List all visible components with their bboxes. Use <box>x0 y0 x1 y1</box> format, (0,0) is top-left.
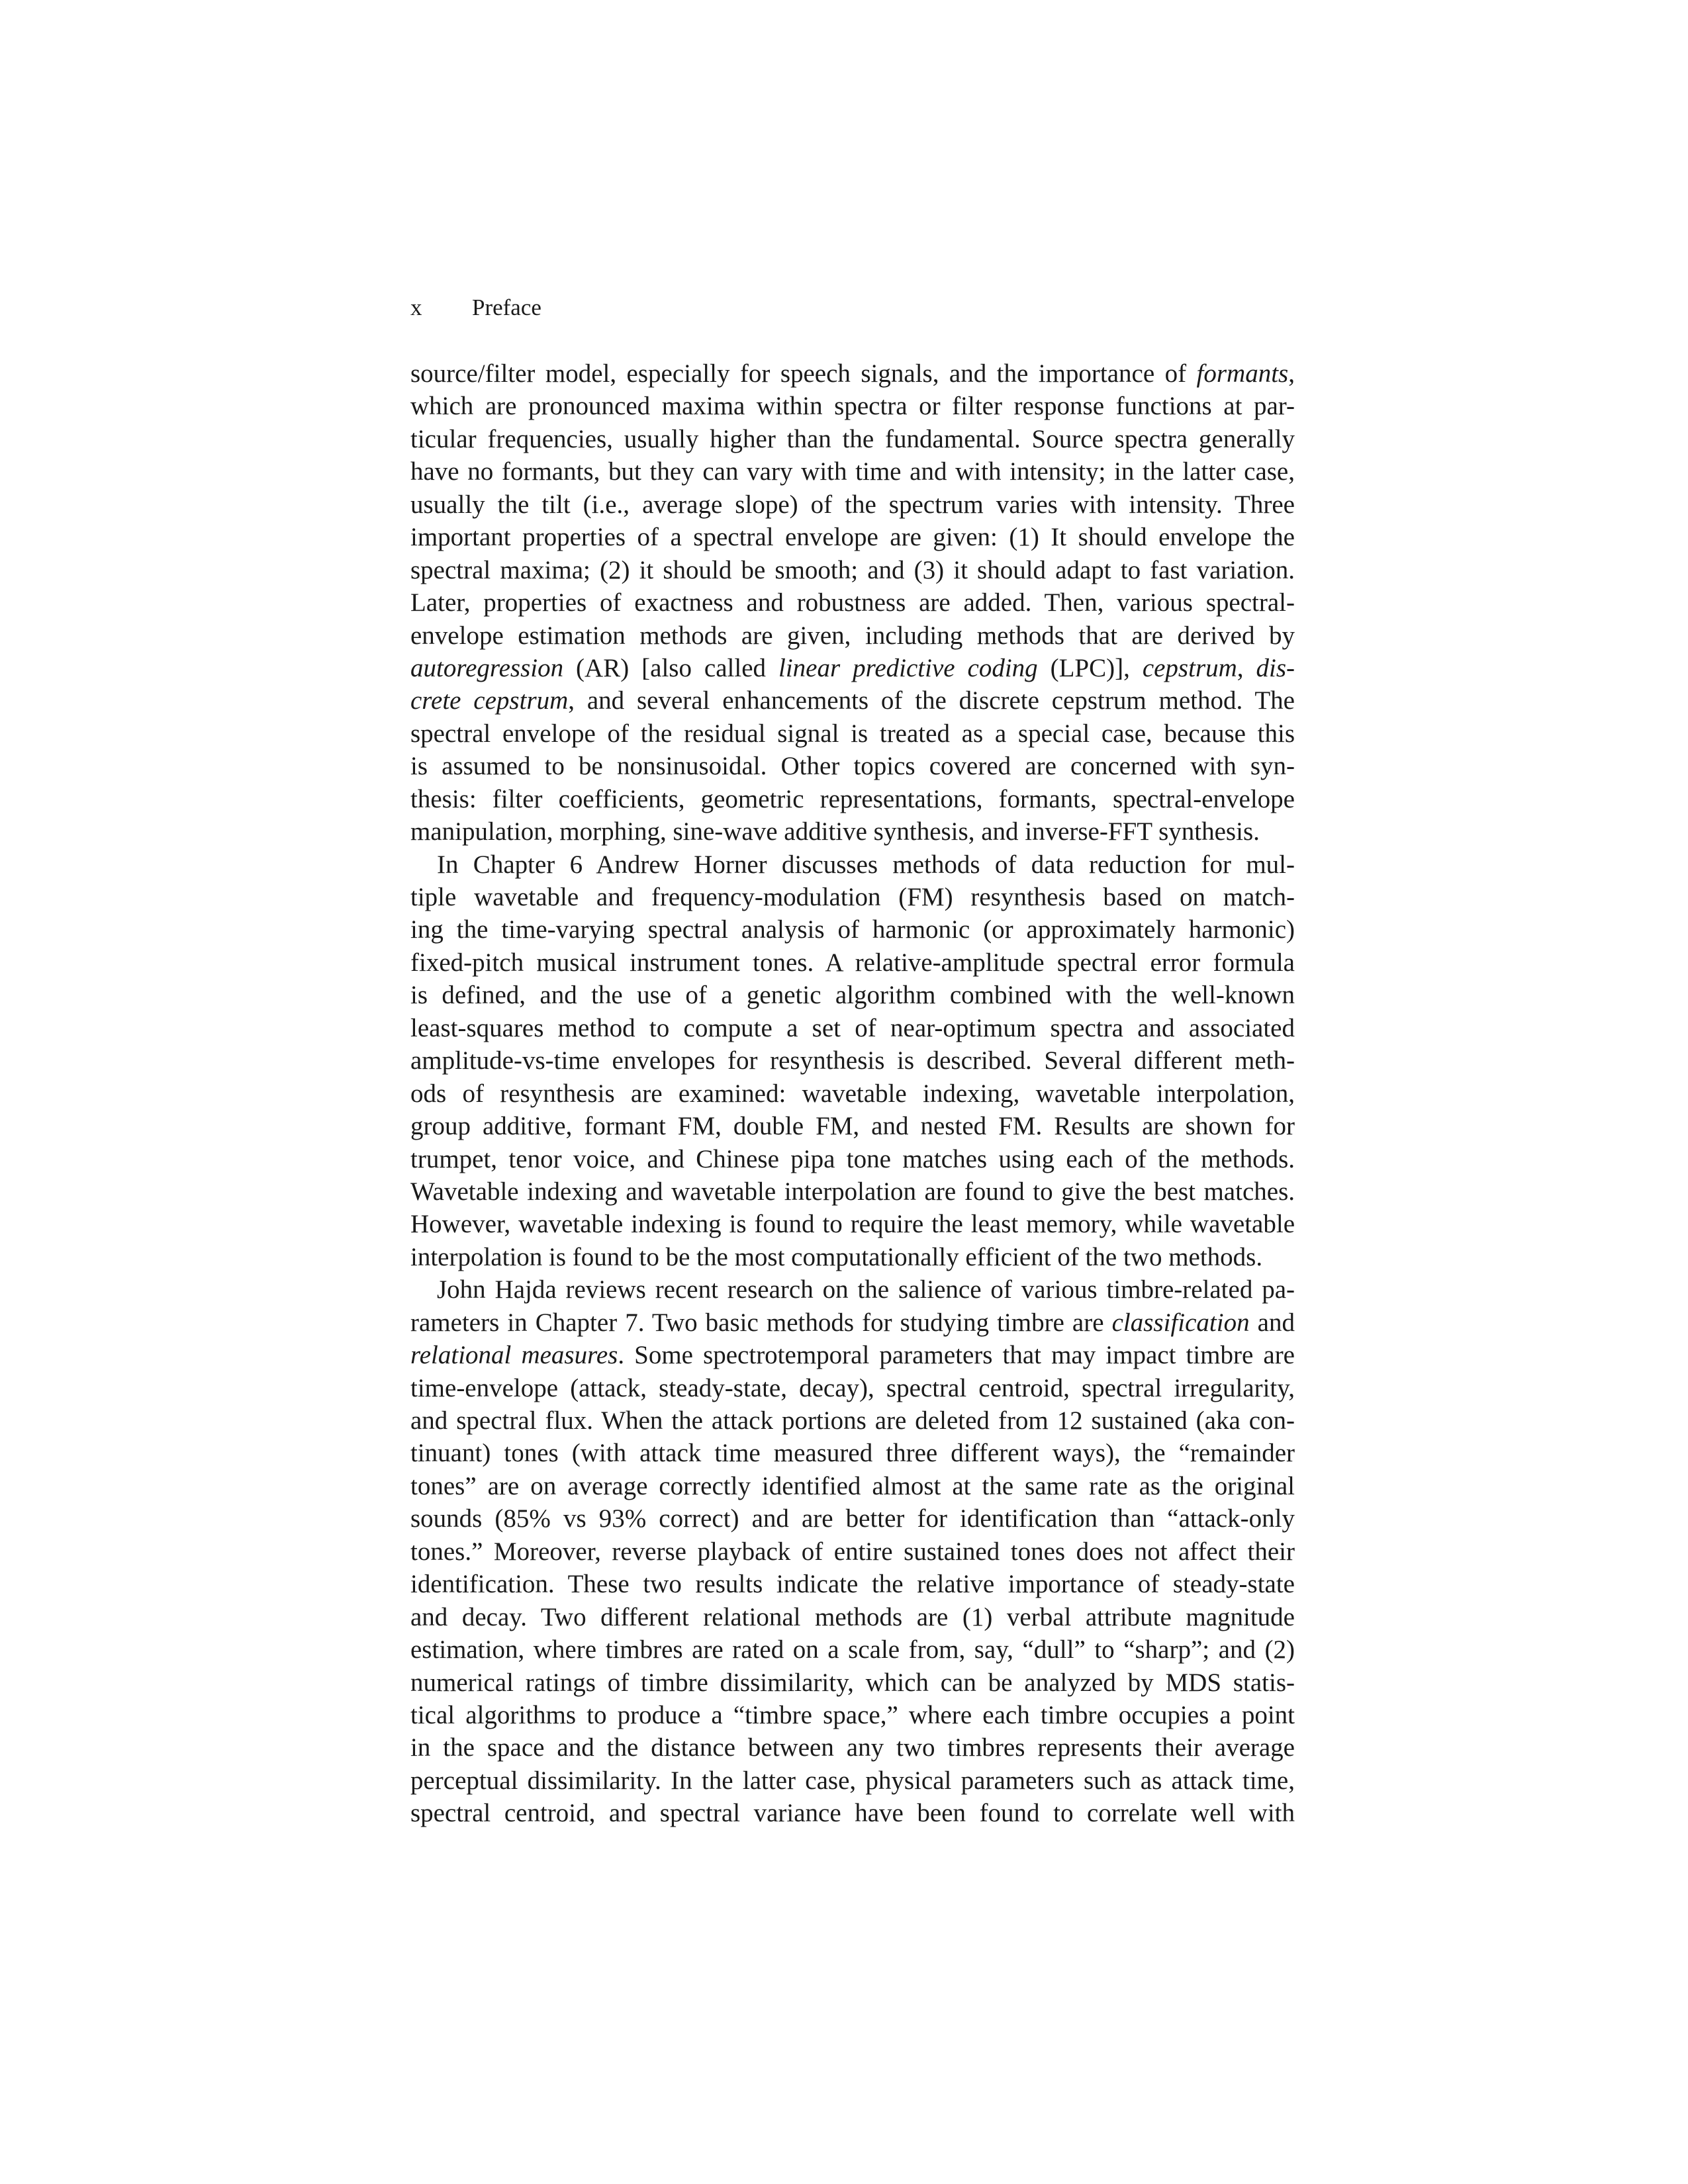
text-line <box>410 1535 1295 1568</box>
text-run: ing the time-varying spectral analysis of harmonic (or approximately harmonic) <box>410 915 1295 944</box>
text-run: (AR) [also called <box>563 653 778 682</box>
text-run: least-squares method to compute a set of near-optimum spectra and associated <box>410 1013 1295 1042</box>
text-run: , <box>1288 359 1295 388</box>
text-run: and decay. Two different relational methods are (1) verbal attribute magnitude <box>410 1602 1295 1631</box>
text-line <box>410 1568 1295 1600</box>
italic-term: cepstrum <box>1142 653 1237 682</box>
text-line <box>410 979 1295 1011</box>
text-line <box>410 1666 1295 1699</box>
text-line <box>410 946 1295 979</box>
text-run: estimation, where timbres are rated on a scale from, say, “dull” to “sharp”; and (2) <box>410 1635 1295 1664</box>
text-run: ticular frequencies, usually higher than the fundamental. Source spectra generally <box>410 424 1295 453</box>
text-run: perceptual dissimilarity. In the latter case, physical parameters such as attack time, <box>410 1766 1295 1795</box>
text-run: important properties of a spectral envelope are given: (1) It should envelope the <box>410 523 1295 552</box>
italic-term: autoregression <box>410 653 564 682</box>
text-line <box>410 1404 1295 1437</box>
text-line <box>410 619 1295 652</box>
text-run: numerical ratings of timbre dissimilarity, which can be analyzed by MDS statis- <box>410 1668 1295 1697</box>
text-line <box>410 1208 1295 1240</box>
text-run: is defined, and the use of a genetic algorithm combined with the well-known <box>410 981 1295 1010</box>
text-line <box>410 1797 1295 1829</box>
italic-term: relational measures <box>410 1341 618 1370</box>
text-line <box>410 357 1295 390</box>
text-run: source/filter model, especially for speech signals, and the importance of <box>410 359 1197 388</box>
italic-term: formants <box>1196 359 1289 388</box>
text-line <box>410 1372 1295 1404</box>
text-line <box>410 423 1295 455</box>
text-line <box>410 390 1295 422</box>
page-number: x <box>410 295 422 320</box>
text-line <box>410 554 1295 586</box>
text-run: , and several enhancements of the discrete cepstrum method. The <box>568 686 1295 715</box>
text-run: manipulation, morphing, sine-wave additive synthesis, and inverse-FFT synthesis. <box>410 817 1260 846</box>
text-line <box>410 1502 1295 1535</box>
text-run: in the space and the distance between any two timbres represents their average <box>410 1733 1295 1762</box>
text-run: tical algorithms to produce a “timbre space,” where each timbre occupies a point <box>410 1700 1295 1729</box>
text-run: thesis: filter coefficients, geometric representations, formants, spectral-envelope <box>410 784 1295 813</box>
text-line <box>410 1764 1295 1797</box>
text-line <box>410 521 1295 553</box>
italic-term: classification <box>1111 1308 1250 1337</box>
text-line <box>410 1077 1295 1110</box>
text-line <box>410 783 1295 815</box>
text-line <box>410 455 1295 488</box>
text-run: tiple wavetable and frequency-modulation (FM) resynthesis based on match- <box>410 883 1295 911</box>
text-run: and <box>1249 1308 1295 1337</box>
text-line <box>410 1437 1295 1469</box>
text-run: Wavetable indexing and wavetable interpolation are found to give the best matches. <box>410 1177 1295 1206</box>
text-run: tinuant) tones (with attack time measured three different ways), the “remainder <box>410 1439 1295 1468</box>
text-run: amplitude-vs-time envelopes for resynthesis is described. Several different meth- <box>410 1046 1295 1075</box>
text-line <box>410 717 1295 750</box>
text-line <box>410 1731 1295 1764</box>
running-title: Preface <box>472 295 541 320</box>
text-run: spectral maxima; (2) it should be smooth; and (3) it should adapt to fast variation. <box>410 555 1295 584</box>
text-run: which are pronounced maxima within spectra or filter response functions at par- <box>410 392 1295 421</box>
text-line <box>410 1175 1295 1208</box>
text-run: John Hajda reviews recent research on the salience of various timbre-related pa- <box>437 1275 1295 1304</box>
text-line <box>410 881 1295 913</box>
text-line <box>410 1601 1295 1633</box>
text-run: interpolation is found to be the most computationally efficient of the two methods. <box>410 1242 1263 1271</box>
text-run: group additive, formant FM, double FM, and nested FM. Results are shown for <box>410 1112 1295 1141</box>
italic-term: crete cepstrum <box>410 686 569 715</box>
text-run: have no formants, but they can vary with time and with intensity; in the latter case, <box>410 457 1295 486</box>
text-run: trumpet, tenor voice, and Chinese pipa tone matches using each of the methods. <box>410 1144 1295 1173</box>
text-line <box>410 848 1295 881</box>
text-line <box>410 652 1295 684</box>
text-line <box>410 1273 1295 1306</box>
text-line <box>410 1470 1295 1502</box>
text-run: usually the tilt (i.e., average slope) of the spectrum varies with intensity. Three <box>410 490 1295 519</box>
paragraph <box>410 357 1295 848</box>
text-run: ods of resynthesis are examined: wavetable indexing, wavetable interpolation, <box>410 1079 1295 1108</box>
italic-term: linear predictive coding <box>778 653 1038 682</box>
paragraph <box>410 1273 1295 1829</box>
text-run: sounds (85% vs 93% correct) and are better for identification than “attack-only <box>410 1504 1295 1533</box>
text-run: In Chapter 6 Andrew Horner discusses methods of data reduction for mul- <box>437 850 1295 879</box>
text-line <box>410 1699 1295 1731</box>
text-run: , <box>1237 653 1256 682</box>
text-run: fixed-pitch musical instrument tones. A relative-amplitude spectral error formula <box>410 948 1295 977</box>
text-line <box>410 586 1295 619</box>
text-line <box>410 1339 1295 1371</box>
text-line <box>410 815 1295 848</box>
text-line <box>410 913 1295 946</box>
text-line <box>410 488 1295 521</box>
text-run: rameters in Chapter 7. Two basic methods for studying timbre are <box>410 1308 1112 1337</box>
text-line <box>410 1306 1295 1339</box>
text-run: and spectral flux. When the attack portions are deleted from 12 sustained (aka con- <box>410 1406 1295 1435</box>
text-run: spectral envelope of the residual signal is treated as a special case, because this <box>410 719 1295 748</box>
text-line <box>410 1012 1295 1044</box>
paragraph <box>410 848 1295 1274</box>
body-text <box>410 357 1295 1830</box>
text-line <box>410 1044 1295 1077</box>
text-run: tones” are on average correctly identified almost at the same rate as the original <box>410 1471 1295 1500</box>
text-run: is assumed to be nonsinusoidal. Other topics covered are concerned with syn- <box>410 752 1295 781</box>
text-run: . Some spectrotemporal parameters that may impact timbre are <box>618 1341 1295 1370</box>
italic-term: dis- <box>1256 653 1295 682</box>
text-line <box>410 684 1295 717</box>
text-line <box>410 1143 1295 1175</box>
running-head <box>410 291 541 324</box>
text-run: Later, properties of exactness and robustness are added. Then, various spectral- <box>410 588 1295 617</box>
text-run: spectral centroid, and spectral variance have been found to correlate well with <box>410 1799 1295 1828</box>
text-run: However, wavetable indexing is found to require the least memory, while wavetable <box>410 1210 1295 1239</box>
text-run: (LPC)], <box>1037 653 1143 682</box>
text-run: time-envelope (attack, steady-state, decay), spectral centroid, spectral irregularity, <box>410 1373 1295 1402</box>
text-line <box>410 750 1295 782</box>
text-run: identification. These two results indicate the relative importance of steady-state <box>410 1570 1295 1599</box>
text-run: envelope estimation methods are given, including methods that are derived by <box>410 621 1295 650</box>
text-line <box>410 1241 1295 1273</box>
text-line <box>410 1633 1295 1666</box>
text-line <box>410 1110 1295 1142</box>
text-run: tones.” Moreover, reverse playback of entire sustained tones does not affect their <box>410 1537 1295 1566</box>
